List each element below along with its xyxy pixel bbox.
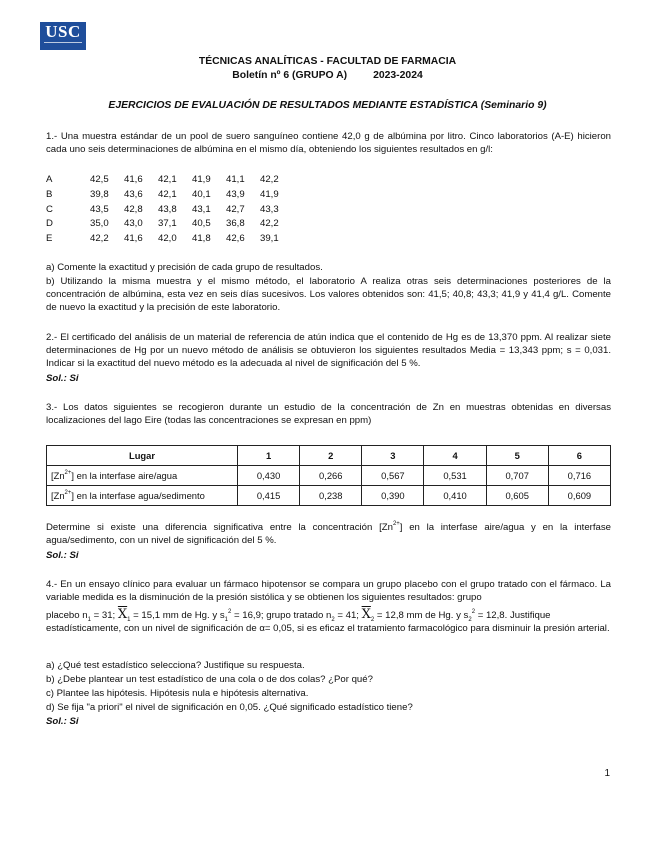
lab-value: 41,6 <box>124 233 143 245</box>
table-cell: 0,238 <box>300 486 362 506</box>
zn-header-col: 5 <box>486 446 548 466</box>
lab-value: 43,9 <box>226 188 245 200</box>
logo-text: USC <box>45 22 81 41</box>
ex1-question-a: a) Comente la exactitud y precisión de cada grupo de resultados. <box>46 262 323 273</box>
ex3-solution: Sol.: Si <box>46 550 79 561</box>
lab-value: 42,0 <box>158 233 177 245</box>
ex4-solution: Sol.: Si <box>46 716 79 727</box>
lab-value: 42,7 <box>226 203 245 215</box>
logo-underline <box>44 42 82 47</box>
ex1-question-b: b) Utilizando la misma muestra y el mismo método, el laboratorio A realiza otras seis determinaciones posteriores de la concentración de albúmina, esta vez en seis días sucesivos. Los valores obtenidos son: 41,5; 40,8; 43,3; 41,9 y 41,4 g/L. Comente de nuevo la exactitud y la precisión de este laboratorio. <box>46 276 611 313</box>
lab-value: 42,1 <box>158 188 177 200</box>
ex2-solution: Sol.: Si <box>46 373 79 384</box>
ex3-intro: 3.- Los datos siguientes se recogieron durante un estudio de la concentración de Zn en muestras obtenidas en diversas localizaciones del lago Eire (todas las concentraciones se expresan en ppm) <box>46 402 611 426</box>
page-number: 1 <box>604 768 610 779</box>
lab-id: D <box>46 218 53 230</box>
lab-value: 35,0 <box>90 218 109 230</box>
zn-header-col: 1 <box>238 446 300 466</box>
table-cell: 0,609 <box>548 486 610 506</box>
lab-value: 42,2 <box>260 174 279 185</box>
lab-value: 42,8 <box>124 203 143 215</box>
ex1-intro: 1.- Una muestra estándar de un pool de suero sanguíneo contiene 42,0 g de albúmina por litro. Cinco laboratorios (A-E) hicieron cada uno seis determinaciones de albúmina en el mismo día, obteniendo los siguientes resultados en g/l: <box>46 131 611 155</box>
table-cell: 0,531 <box>424 466 486 486</box>
lab-value: 43,5 <box>90 203 109 215</box>
lab-value: 37,1 <box>158 218 177 230</box>
zn-header-col: 2 <box>300 446 362 466</box>
ex4-question-b: b) ¿Debe plantear un test estadístico de una cola o de dos colas? ¿Por qué? <box>46 674 373 685</box>
course-title: TÉCNICAS ANALÍTICAS - FACULTAD DE FARMACIA <box>198 56 457 67</box>
ex4-stats-line: placebo $n_1 = 31$; $\overline{X}_1 = 15,1$ mm de Hg. y $s_1^2 = 16,9$; grupo tratado $n_2 = 41$; $\overline{X}_2 = 12,8$ mm de Hg. y $s_2^2 = 12,8$. Justifique <box>46 607 551 623</box>
lab-value: 43,3 <box>260 203 279 215</box>
lab-value: 42,5 <box>90 174 109 185</box>
lab-value: 42,6 <box>226 233 245 245</box>
ex3-question: Determine si existe una diferencia significativa entre la concentración $[Zn^{2+}]$ en la interfase aire/agua y en la interfase agua/sedimento, con un nivel de significación del 5 %. <box>46 520 611 546</box>
lab-value: 41,6 <box>124 174 143 185</box>
ex4-continuation: estadísticamente, con un nivel de significación de α= 0,05, si es eficaz el tratamiento farmacológico para disminuir la presión arterial. <box>46 623 610 634</box>
table-cell: 0,266 <box>300 466 362 486</box>
ex4-question-c: c) Plantee las hipótesis. Hipótesis nula e hipótesis alternativa. <box>46 688 309 699</box>
bulletin-line <box>0 69 655 82</box>
ex4-question-d: d) Se fija "a priori" el nivel de significación en 0,05. ¿Qué significado estadístico tiene? <box>46 702 413 713</box>
zn-header-col: 4 <box>424 446 486 466</box>
lab-value: 39,1 <box>260 233 279 245</box>
lab-value: 36,8 <box>226 218 245 230</box>
lab-value: 43,0 <box>124 218 143 230</box>
lab-value: 43,8 <box>158 203 177 215</box>
table-cell: 0,430 <box>238 466 300 486</box>
zn-table-header <box>47 446 611 466</box>
table-row <box>47 466 611 486</box>
table-row <box>47 486 611 506</box>
table-cell: 0,415 <box>238 486 300 506</box>
lab-value: 42,2 <box>90 233 109 245</box>
table-cell: 0,707 <box>486 466 548 486</box>
table-cell: 0,716 <box>548 466 610 486</box>
section-subtitle: EJERCICIOS DE EVALUACIÓN DE RESULTADOS MEDIANTE ESTADÍSTICA (Seminario 9) <box>108 100 547 111</box>
table-cell: 0,605 <box>486 486 548 506</box>
ex4-intro: 4.- En un ensayo clínico para evaluar un fármaco hipotensor se compara un grupo placebo con el grupo tratado con el fármaco. La variable medida es la disminución de la presión sistólica y se obtienen los siguientes resultados: grupo <box>46 579 611 603</box>
lab-id: A <box>46 174 53 185</box>
bulletin-title: Boletín nº 6 (GRUPO A) <box>232 70 348 81</box>
table-cell: 0,390 <box>362 486 424 506</box>
row-label-water-sediment: $[Zn^{2+}]$ en la interfase agua/sedimento <box>47 486 238 506</box>
lab-value: 42,1 <box>158 174 177 185</box>
lab-id: C <box>46 203 53 215</box>
lab-id: B <box>46 188 53 200</box>
zn-header-col: 3 <box>362 446 424 466</box>
zn-header-label: Lugar <box>47 446 238 466</box>
lab-value: 40,1 <box>192 188 211 200</box>
lab-value: 43,1 <box>192 203 211 215</box>
lab-value: 41,1 <box>226 174 245 185</box>
academic-year: 2023-2024 <box>373 70 423 81</box>
ex4-question-a: a) ¿Qué test estadístico selecciona? Justifique su respuesta. <box>46 660 305 671</box>
usc-logo <box>40 22 86 50</box>
lab-id: E <box>46 233 53 245</box>
ex2-text: 2.- El certificado del análisis de un material de referencia de atún indica que el contenido de Hg es de 13,370 ppm. Al realizar siete determinaciones de Hg por un nuevo método de análisis se obtuvieron los siguientes resultados Media = 13,343 ppm; s = 0,031. Indicar si la exactitud del nuevo método es la adecuada al nivel de significación del 5 %. <box>46 332 611 369</box>
row-label-air-water: $[Zn^{2+}]$ en la interfase aire/agua <box>47 466 238 486</box>
lab-value: 39,8 <box>90 188 109 200</box>
lab-value: 41,9 <box>260 188 279 200</box>
table-cell: 0,567 <box>362 466 424 486</box>
zn-header-col: 6 <box>548 446 610 466</box>
zn-table <box>46 445 611 506</box>
lab-value: 40,5 <box>192 218 211 230</box>
lab-value: 43,6 <box>124 188 143 200</box>
lab-value: 41,9 <box>192 174 211 185</box>
lab-value: 42,2 <box>260 218 279 230</box>
lab-value: 41,8 <box>192 233 211 245</box>
table-cell: 0,410 <box>424 486 486 506</box>
